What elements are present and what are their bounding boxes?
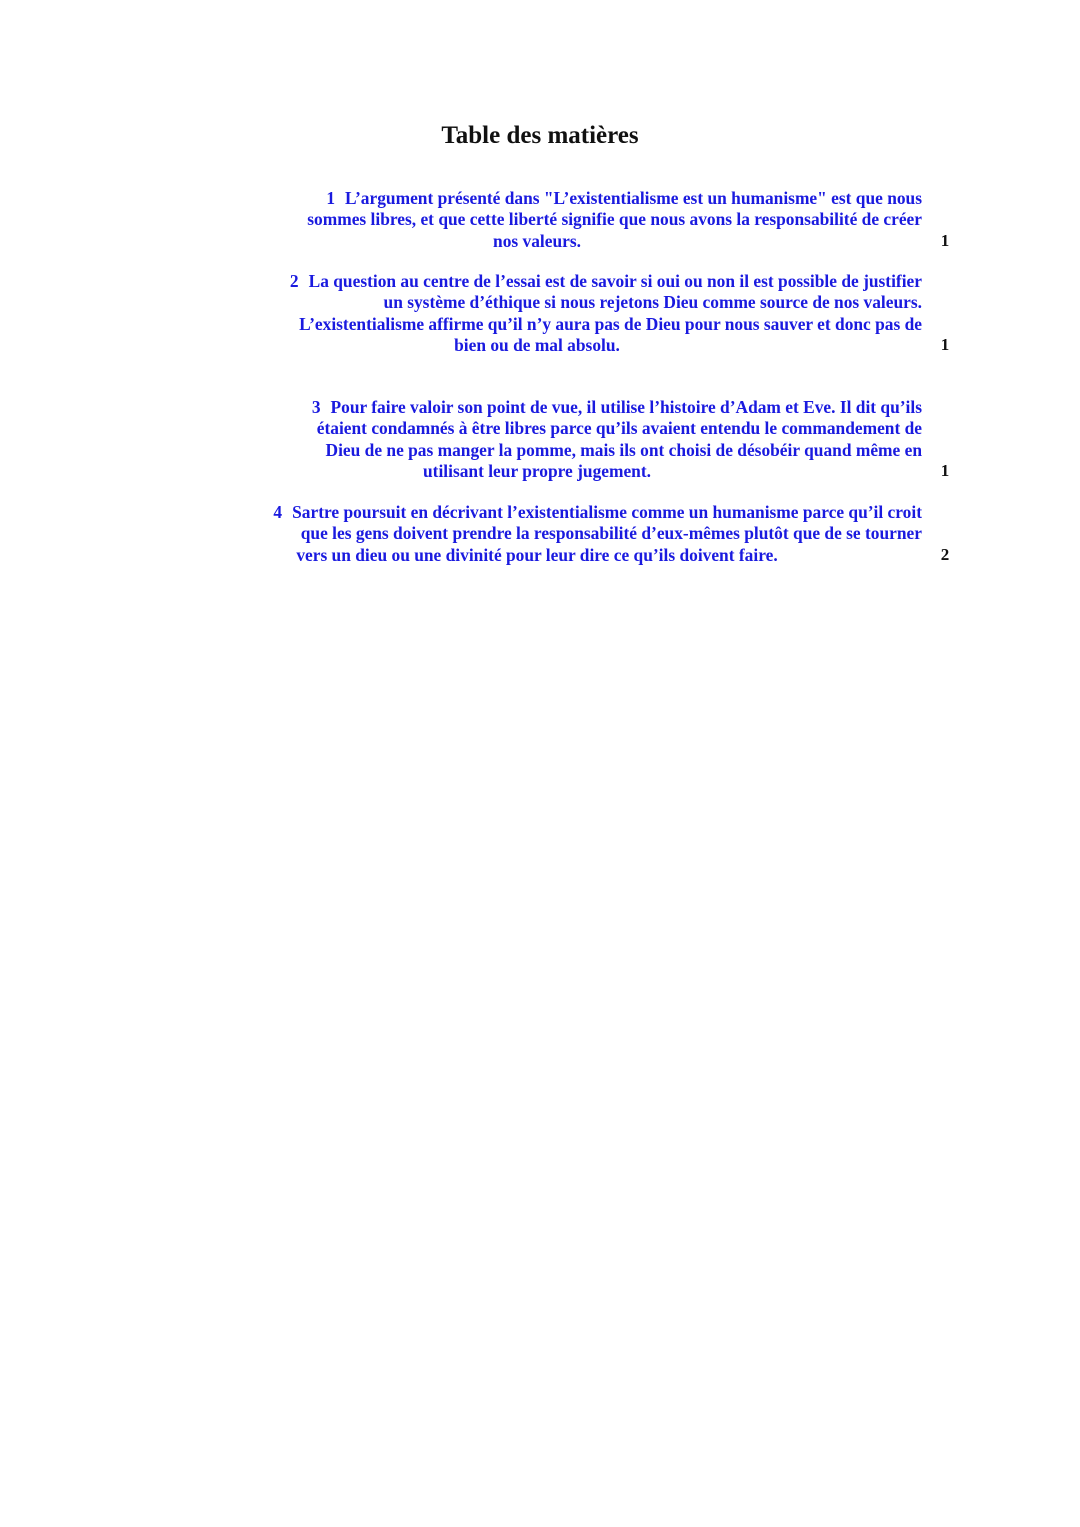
toc-entry-number: 1 [326, 188, 336, 208]
toc-entry-text: que les gens doivent prendre la responsabilité d’eux-mêmes plutôt que de se tourner [300, 523, 922, 544]
toc-entry-text: Pour faire valoir son point de vue, il utilise l’histoire d’Adam et Eve. Il dit qu’ils [330, 397, 922, 417]
toc-page-number: 1 [940, 460, 950, 480]
toc-entry-number: 4 [273, 502, 283, 522]
toc-entry-4-line[interactable] [152, 545, 922, 565]
toc-entry-text: utilisant leur propre jugement. [422, 460, 651, 481]
toc-page-number: 2 [940, 544, 950, 564]
toc-entry-text: La question au centre de l’essai est de savoir si oui ou non il est possible de justifier [308, 271, 922, 291]
toc-entry-3-line[interactable] [326, 440, 922, 460]
toc-entry-number: 3 [311, 397, 321, 417]
toc-page-number: 1 [940, 334, 950, 354]
toc-entry-4-line[interactable] [301, 523, 922, 543]
toc-entry-text: bien ou de mal absolu. [454, 334, 620, 355]
toc-entry-2-line[interactable] [299, 314, 922, 334]
toc-page-number: 1 [940, 230, 950, 250]
toc-entry-4-line[interactable] [273, 502, 922, 522]
toc-entry-1-line[interactable] [152, 231, 922, 251]
toc-entry-2-line[interactable] [290, 271, 922, 291]
toc-entry-number: 2 [289, 271, 299, 291]
toc-entry-text: L’argument présenté dans "L’existentialisme est un humanisme" est que nous [345, 188, 922, 208]
toc-entry-text: étaient condamnés à être libres parce qu’ils avaient entendu le commandement de [316, 418, 922, 439]
toc-entry-text: L’existentialisme affirme qu’il n’y aura pas de Dieu pour nous sauver et donc pas de [299, 313, 922, 334]
toc-entry-text: Dieu de ne pas manger la pomme, mais ils ont choisi de désobéir quand même en [325, 439, 922, 460]
toc-entry-3-line[interactable] [312, 397, 922, 417]
toc-entry-text: sommes libres, et que cette liberté signifie que nous avons la responsabilité de créer [307, 209, 922, 230]
toc-entry-3-line[interactable] [152, 461, 922, 481]
toc-title: Table des matières [441, 122, 639, 149]
toc-entry-1-line[interactable] [326, 188, 922, 208]
toc-entry-2-line[interactable] [152, 335, 922, 355]
toc-entry-text: vers un dieu ou une divinité pour leur dire ce qu’ils doivent faire. [296, 544, 778, 565]
toc-entry-3-line[interactable] [317, 418, 922, 438]
toc-entry-text: Sartre poursuit en décrivant l’existentialisme comme un humanisme parce qu’il croit [292, 502, 922, 522]
toc-entry-text: nos valeurs. [493, 230, 581, 251]
toc-entry-2-line[interactable] [384, 292, 922, 312]
toc-entry-text: un système d’éthique si nous rejetons Dieu comme source de nos valeurs. [383, 292, 922, 313]
toc-entry-1-line[interactable] [307, 209, 922, 229]
